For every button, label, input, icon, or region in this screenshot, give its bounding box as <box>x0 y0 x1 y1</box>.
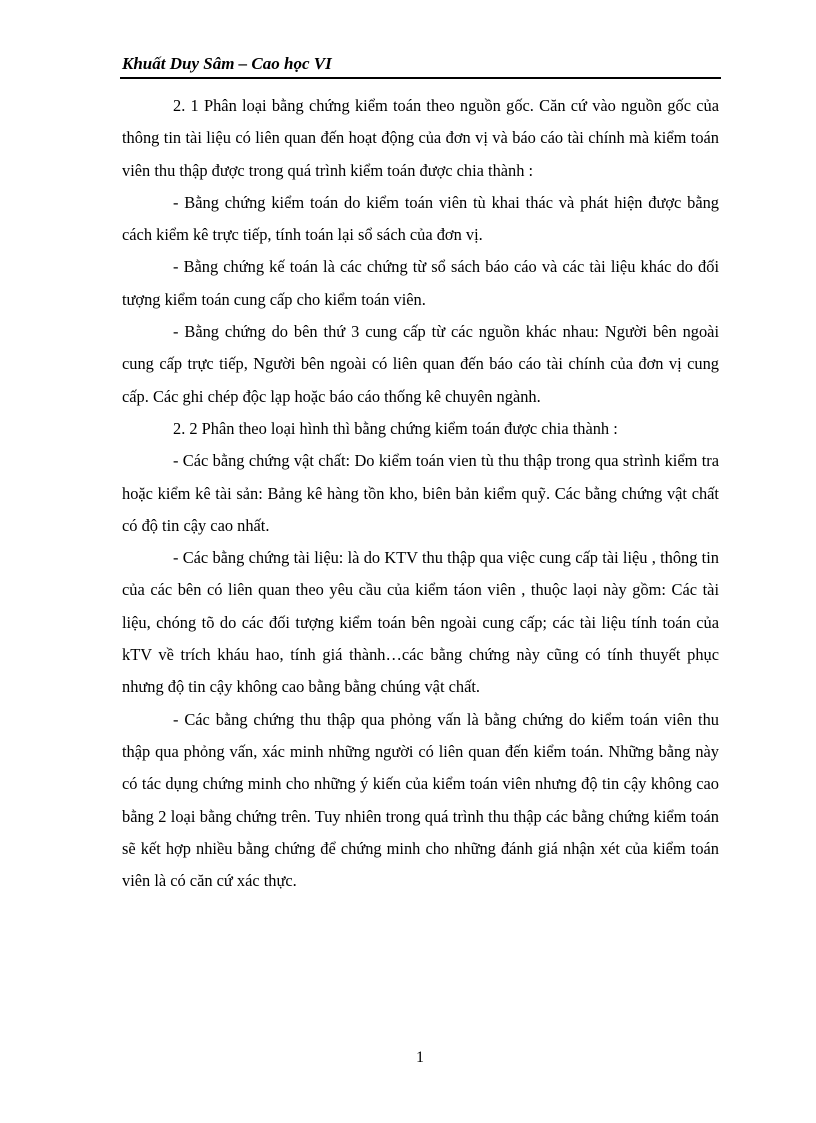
paragraph-interview-evidence: - Các bằng chứng thu thập qua phỏng vấn là bằng chứng do kiểm toán viên thu thập qua phỏng vấn, xác minh những người có liên quan đến kiểm toán. Những bằng này có tác dụng chứng minh cho những ý kiến của kiểm toán viên nhưng độ tin cậy không cao bằng 2 loại bằng chứng trên. Tuy nhiên trong quá trình thu thập các bằng chứng kiểm toán sẽ kết hợp nhiều bằng chứng để chứng minh cho những đánh giá nhận xét của kiểm toán viên là có căn cứ xác thực. <box>122 709 719 891</box>
page-number: 1 <box>416 1049 424 1066</box>
header-divider <box>120 77 721 79</box>
document-body <box>122 90 719 897</box>
page-number-container <box>0 1049 816 1067</box>
paragraph-accounting-evidence: - Bằng chứng kế toán là các chứng từ sổ sách báo cáo và các tài liệu khác do đối tượng kiểm toán cung cấp cho kiểm toán viên. <box>122 257 719 309</box>
page-header-title: Khuất Duy Sâm – Cao học VI <box>122 54 332 73</box>
paragraph-auditor-evidence: - Bằng chứng kiểm toán do kiểm toán viên tù khai thác và phát hiện được bằng cách kiểm kê trực tiếp, tính toán lại sổ sách của đơn vị. <box>122 192 719 245</box>
paragraph-third-party-evidence: - Bằng chứng do bên thứ 3 cung cấp từ các nguồn khác nhau: Người bên ngoài cung cấp trực tiếp, Người bên ngoài có liên quan đến báo cáo tài chính của đơn vị cung cấp. Các ghi chép độc lạp hoặc báo cáo thống kê chuyên ngành. <box>122 322 719 406</box>
paragraph-type-classification: 2. 2 Phân theo loại hình thì bằng chứng kiểm toán được chia thành : <box>173 418 618 438</box>
paragraph-physical-evidence: - Các bằng chứng vật chất: Do kiểm toán vien tù thu thập trong qua strình kiểm tra hoặc kiểm kê tài sản: Bảng kê hàng tồn kho, biên bản kiểm quỹ. Các bằng chứng vật chất có độ tin cậy cao nhất. <box>122 451 719 535</box>
paragraph-source-classification: 2. 1 Phân loại bằng chứng kiểm toán theo nguồn gốc. Căn cứ vào nguồn gốc của thông tin tài liệu có liên quan đến hoạt động của đơn vị và báo cáo tài chính mà kiểm toán viên thu thập được trong quá trình kiểm toán được chia thành : <box>122 96 719 180</box>
paragraph-document-evidence: - Các bằng chứng tài liệu: là do KTV thu thập qua việc cung cấp tài liệu , thông tin của các bên có liên quan theo yêu cầu của kiểm táon viên , thuộc laọi này gồm: Các tài liệu, chóng tõ do các đối tượng kiểm toán bên ngoài cung cấp; các tài liệu tính toán của kTV về trích kháu hao, tính giá thành…các bằng chứng này cũng có tính thuyết phục nhưng độ tin cậy không cao bằng bằng chúng vật chất. <box>122 548 719 697</box>
